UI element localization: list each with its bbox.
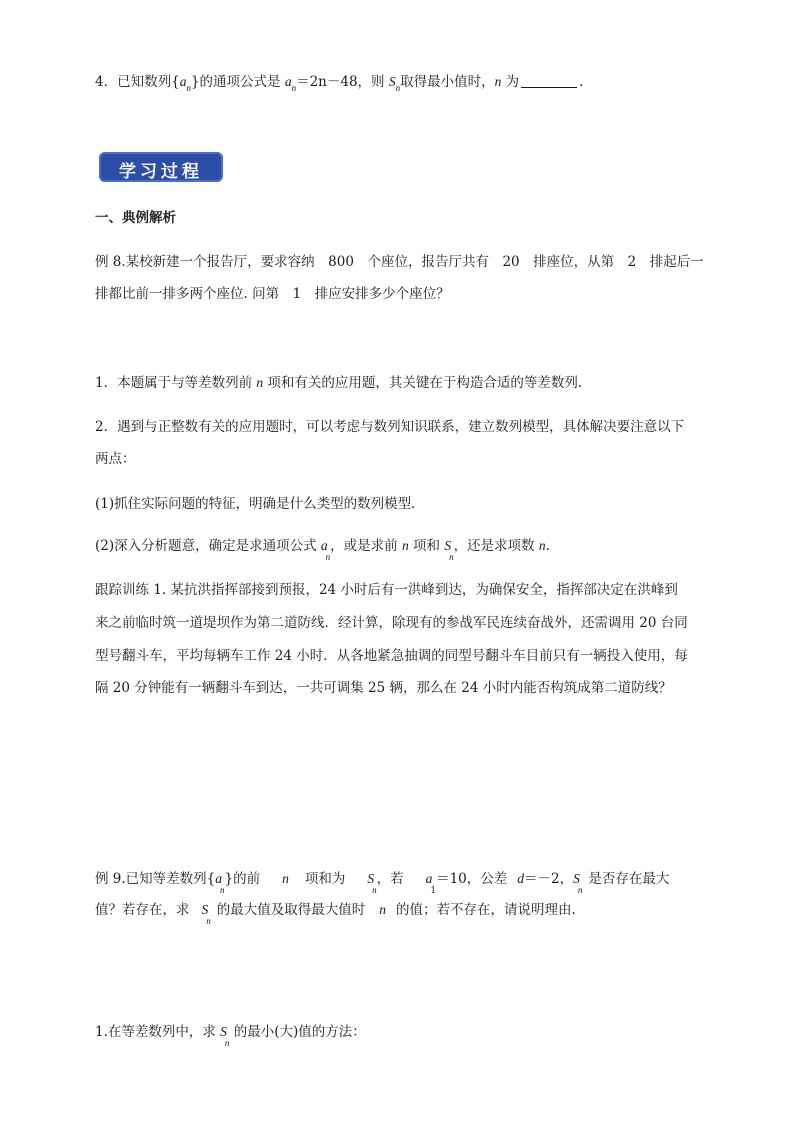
ex9-text: 例 9.已知等差数列{ (95, 871, 216, 887)
point-2 (95, 537, 550, 562)
example-9-line-2 (95, 901, 576, 926)
ex9-var: S (573, 871, 580, 886)
point-text: ，或是求前 (330, 538, 402, 554)
point-var: S (444, 538, 452, 553)
note-var: n (256, 375, 264, 390)
q4-sub: n (186, 83, 191, 93)
answer-blank[interactable] (521, 73, 577, 88)
q4-text: 为 (501, 74, 520, 90)
q4-text: 取得最小值时， (400, 74, 495, 90)
ex9-var: d (517, 871, 525, 886)
note-1 (95, 374, 591, 392)
method-sub: n (224, 1038, 230, 1048)
banner-label: 学习过程 (119, 162, 203, 182)
ex9-text: 是否存在最大 (588, 871, 670, 887)
ex9-sub: n (372, 885, 377, 895)
example-9-line-1 (95, 870, 670, 896)
ex9-var: S (367, 871, 375, 886)
ex9-var: n (379, 902, 386, 917)
q4-sub: n (291, 83, 297, 93)
q4-sub: n (395, 83, 401, 93)
point-sub: n (449, 552, 454, 562)
ex9-sub: n (206, 916, 211, 926)
note-text: 项和有关的应用题，其关键在于构造合适的等差数列． (263, 375, 592, 391)
tracking-line-3: 型号翻斗车，平均每辆车工作 24 小时．从各地紧急抽调的同型号翻斗车目前只有一辆投入使用，每 (95, 648, 688, 664)
tracking-line-1: 跟踪训练 1. 某抗洪指挥部接到预报，24 小时后有一洪峰到达，为确保安全，指挥部决定在洪峰到 (95, 582, 678, 598)
note-2-line-1: 2．遇到与正整数有关的应用题时，可以考虑与数列知识联系，建立数列模型，具体解决要注意以下 (95, 419, 685, 435)
q4-text: }的通项公式是 (190, 74, 285, 90)
section-banner (99, 152, 223, 182)
ex9-text: ，若 (376, 871, 404, 887)
ex9-text: 值？若存在，求 (95, 902, 190, 918)
q4-var: n (494, 74, 502, 89)
q4-text: . (579, 74, 584, 90)
point-text: ，还是求项数 (453, 538, 539, 554)
point-1: (1)抓住实际问题的特征，明确是什么类型的数列模型． (95, 496, 425, 512)
ex9-sub: 1 (430, 886, 437, 896)
note-text: 1．本题属于与等差数列前 (95, 375, 257, 391)
note-2-line-2: 两点： (95, 451, 136, 467)
ex9-text: }的前 (224, 871, 261, 887)
point-text: 项和 (408, 538, 445, 554)
example-8-line-2: 排都比前一排多两个座位. 问第 1 排应安排多少个座位？ (95, 286, 450, 302)
example-8-line-1: 例 8.某校新建一个报告厅，要求容纳 800 个座位，报告厅共有 20 排座位，从第 2 排起后一 (95, 254, 704, 270)
ex9-sub: n (220, 885, 225, 895)
point-var: n (538, 538, 546, 553)
method-text: 1.在等差数列中，求 (95, 1024, 221, 1040)
point-text: (2)深入分析题意，确定是求通项公式 (95, 538, 321, 554)
q4-var: a (284, 74, 292, 89)
question-4 (95, 73, 583, 92)
tracking-line-2: 来之前临时筑一道堤坝作为第二道防线．经计算，除现有的参战军民连续奋战外，还需调用 20 台同 (95, 615, 688, 631)
q4-var: S (388, 74, 396, 89)
ex9-sub: n (577, 885, 583, 895)
point-var: a (320, 538, 328, 553)
ex9-text: 的最大值及取得最大值时 (216, 902, 366, 918)
q4-formula: ＝2n－48，则 (296, 74, 389, 90)
point-var: n (401, 538, 409, 553)
q4-text: 4．已知数列{ (95, 74, 180, 90)
ex9-var: a (215, 871, 223, 886)
tracking-line-4: 隔 20 分钟能有一辆翻斗车到达，一共可调集 25 辆，那么在 24 小时内能否构筑成第二道防线？ (95, 680, 672, 696)
section-title: 一、典例解析 (95, 210, 176, 226)
ex9-text: ＝10，公差 (436, 871, 508, 887)
method-var: S (220, 1024, 227, 1039)
ex9-text: 的值；若不存在，请说明理由. (396, 902, 576, 918)
ex9-var: S (201, 902, 209, 917)
ex9-var: a (425, 871, 433, 886)
ex9-text: 项和为 (304, 871, 346, 887)
point-sub: n (325, 552, 331, 562)
method-heading (95, 1023, 366, 1048)
q4-var: a (179, 74, 187, 89)
ex9-var: n (282, 871, 289, 886)
method-text: 的最小(大)值的方法： (229, 1024, 366, 1040)
point-text: . (545, 538, 550, 554)
ex9-text: ＝－2， (524, 871, 574, 887)
